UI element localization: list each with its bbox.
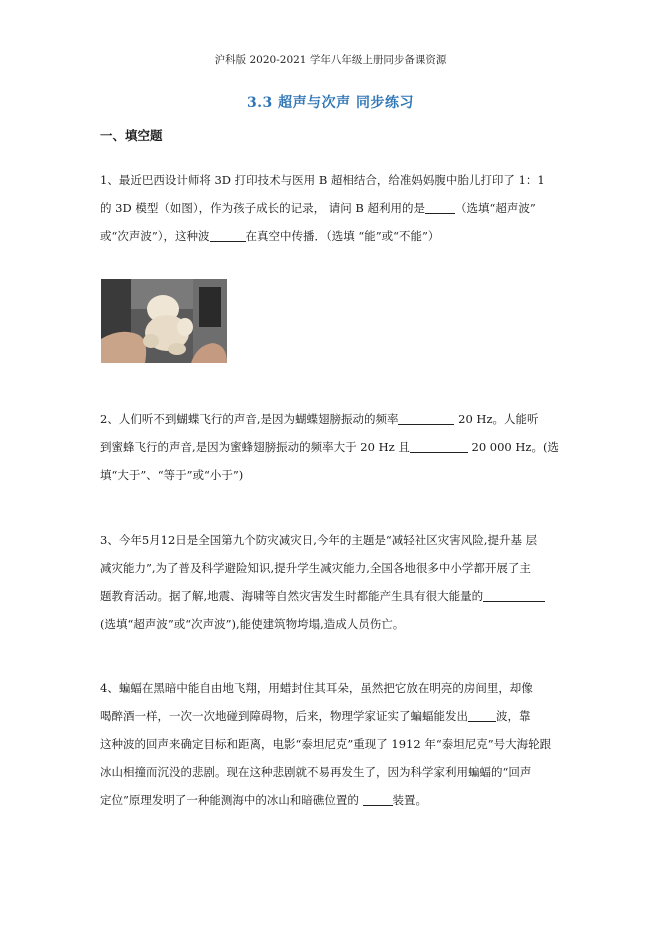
- page-header: 沪科版 2020-2021 学年八年级上册同步备课资源: [214, 54, 447, 66]
- answer-blank[interactable]: [363, 791, 393, 806]
- q3-line-2: 减灾能力”,为了普及科学避险知识,提升学生减灾能力,全国各地很多中小学都开展了主: [100, 561, 531, 575]
- q3-line-4: (选填“超声波”或“次声波”),能使建筑物垮塌,造成人员伤亡。: [100, 617, 405, 631]
- q1-line-2: 的 3D 模型（如图），作为孩子成长的记录， 请问 B 超利用的是 （选填“超声波”: [100, 201, 536, 215]
- q3-line-3: 题教育活动。据了解,地震、海啸等自然灾害发生时都能产生具有很大能量的: [100, 582, 562, 610]
- section-heading: 一、填空题: [100, 128, 163, 143]
- question-2: [100, 405, 562, 489]
- question-3: [100, 526, 562, 638]
- q4-line-2: 喝醉酒一样，一次一次地碰到障碍物，后来，物理学家证实了蝙蝠能发出 波，靠: [100, 709, 531, 723]
- answer-blank[interactable]: [398, 410, 454, 425]
- q3-line-1: 3、今年5月12日是全国第九个防灾减灾日,今年的主题是“减轻社区灾害风险,提升基 层: [100, 533, 538, 547]
- answer-blank[interactable]: [483, 587, 545, 602]
- q4-line-3: 这种波的回声来确定目标和距离，电影“泰坦尼克”重现了 1912 年“泰坦尼克”号大海轮跟: [100, 737, 552, 751]
- answer-blank[interactable]: [468, 707, 496, 722]
- q2-line-2: 到蜜蜂飞行的声音,是因为蜜蜂翅膀振动的频率大于 20 Hz 且 20 000 Hz。(选: [100, 440, 559, 454]
- page-title: 3.3 超声与次声 同步练习: [246, 95, 415, 111]
- q1-line-1: 1、最近巴西设计师将 3D 打印技术与医用 B 超相结合，给准妈妈腹中胎儿打印了 1：1: [100, 173, 545, 187]
- q4-line-1: 4、蝙蝠在黑暗中能自由地飞翔，用蜡封住其耳朵，虽然把它放在明亮的房间里，却像: [100, 681, 533, 695]
- question-4: [100, 674, 562, 814]
- q2-line-3: 填“大于”、“等于”或“小于”): [100, 468, 244, 482]
- q2-line-1: 2、人们听不到蝴蝶飞行的声音,是因为蝴蝶翅膀振动的频率 20 Hz。人能听: [100, 412, 539, 426]
- answer-blank[interactable]: [410, 438, 468, 453]
- q1-line-3: 或“次声波”），这种波 在真空中传播．（选填 “能”或“不能”）: [100, 229, 440, 243]
- q4-line-4: 冰山相撞而沉没的悲剧。现在这种悲剧就不易再发生了，因为科学家利用蝙蝠的“回声: [100, 765, 532, 779]
- answer-blank[interactable]: [425, 199, 455, 214]
- q4-line-5: 定位”原理发明了一种能测海中的冰山和暗礁位置的 装置。: [100, 793, 428, 807]
- fetus-3d-model-photo: [101, 279, 227, 363]
- answer-blank[interactable]: [210, 227, 246, 242]
- question-1: [100, 166, 562, 250]
